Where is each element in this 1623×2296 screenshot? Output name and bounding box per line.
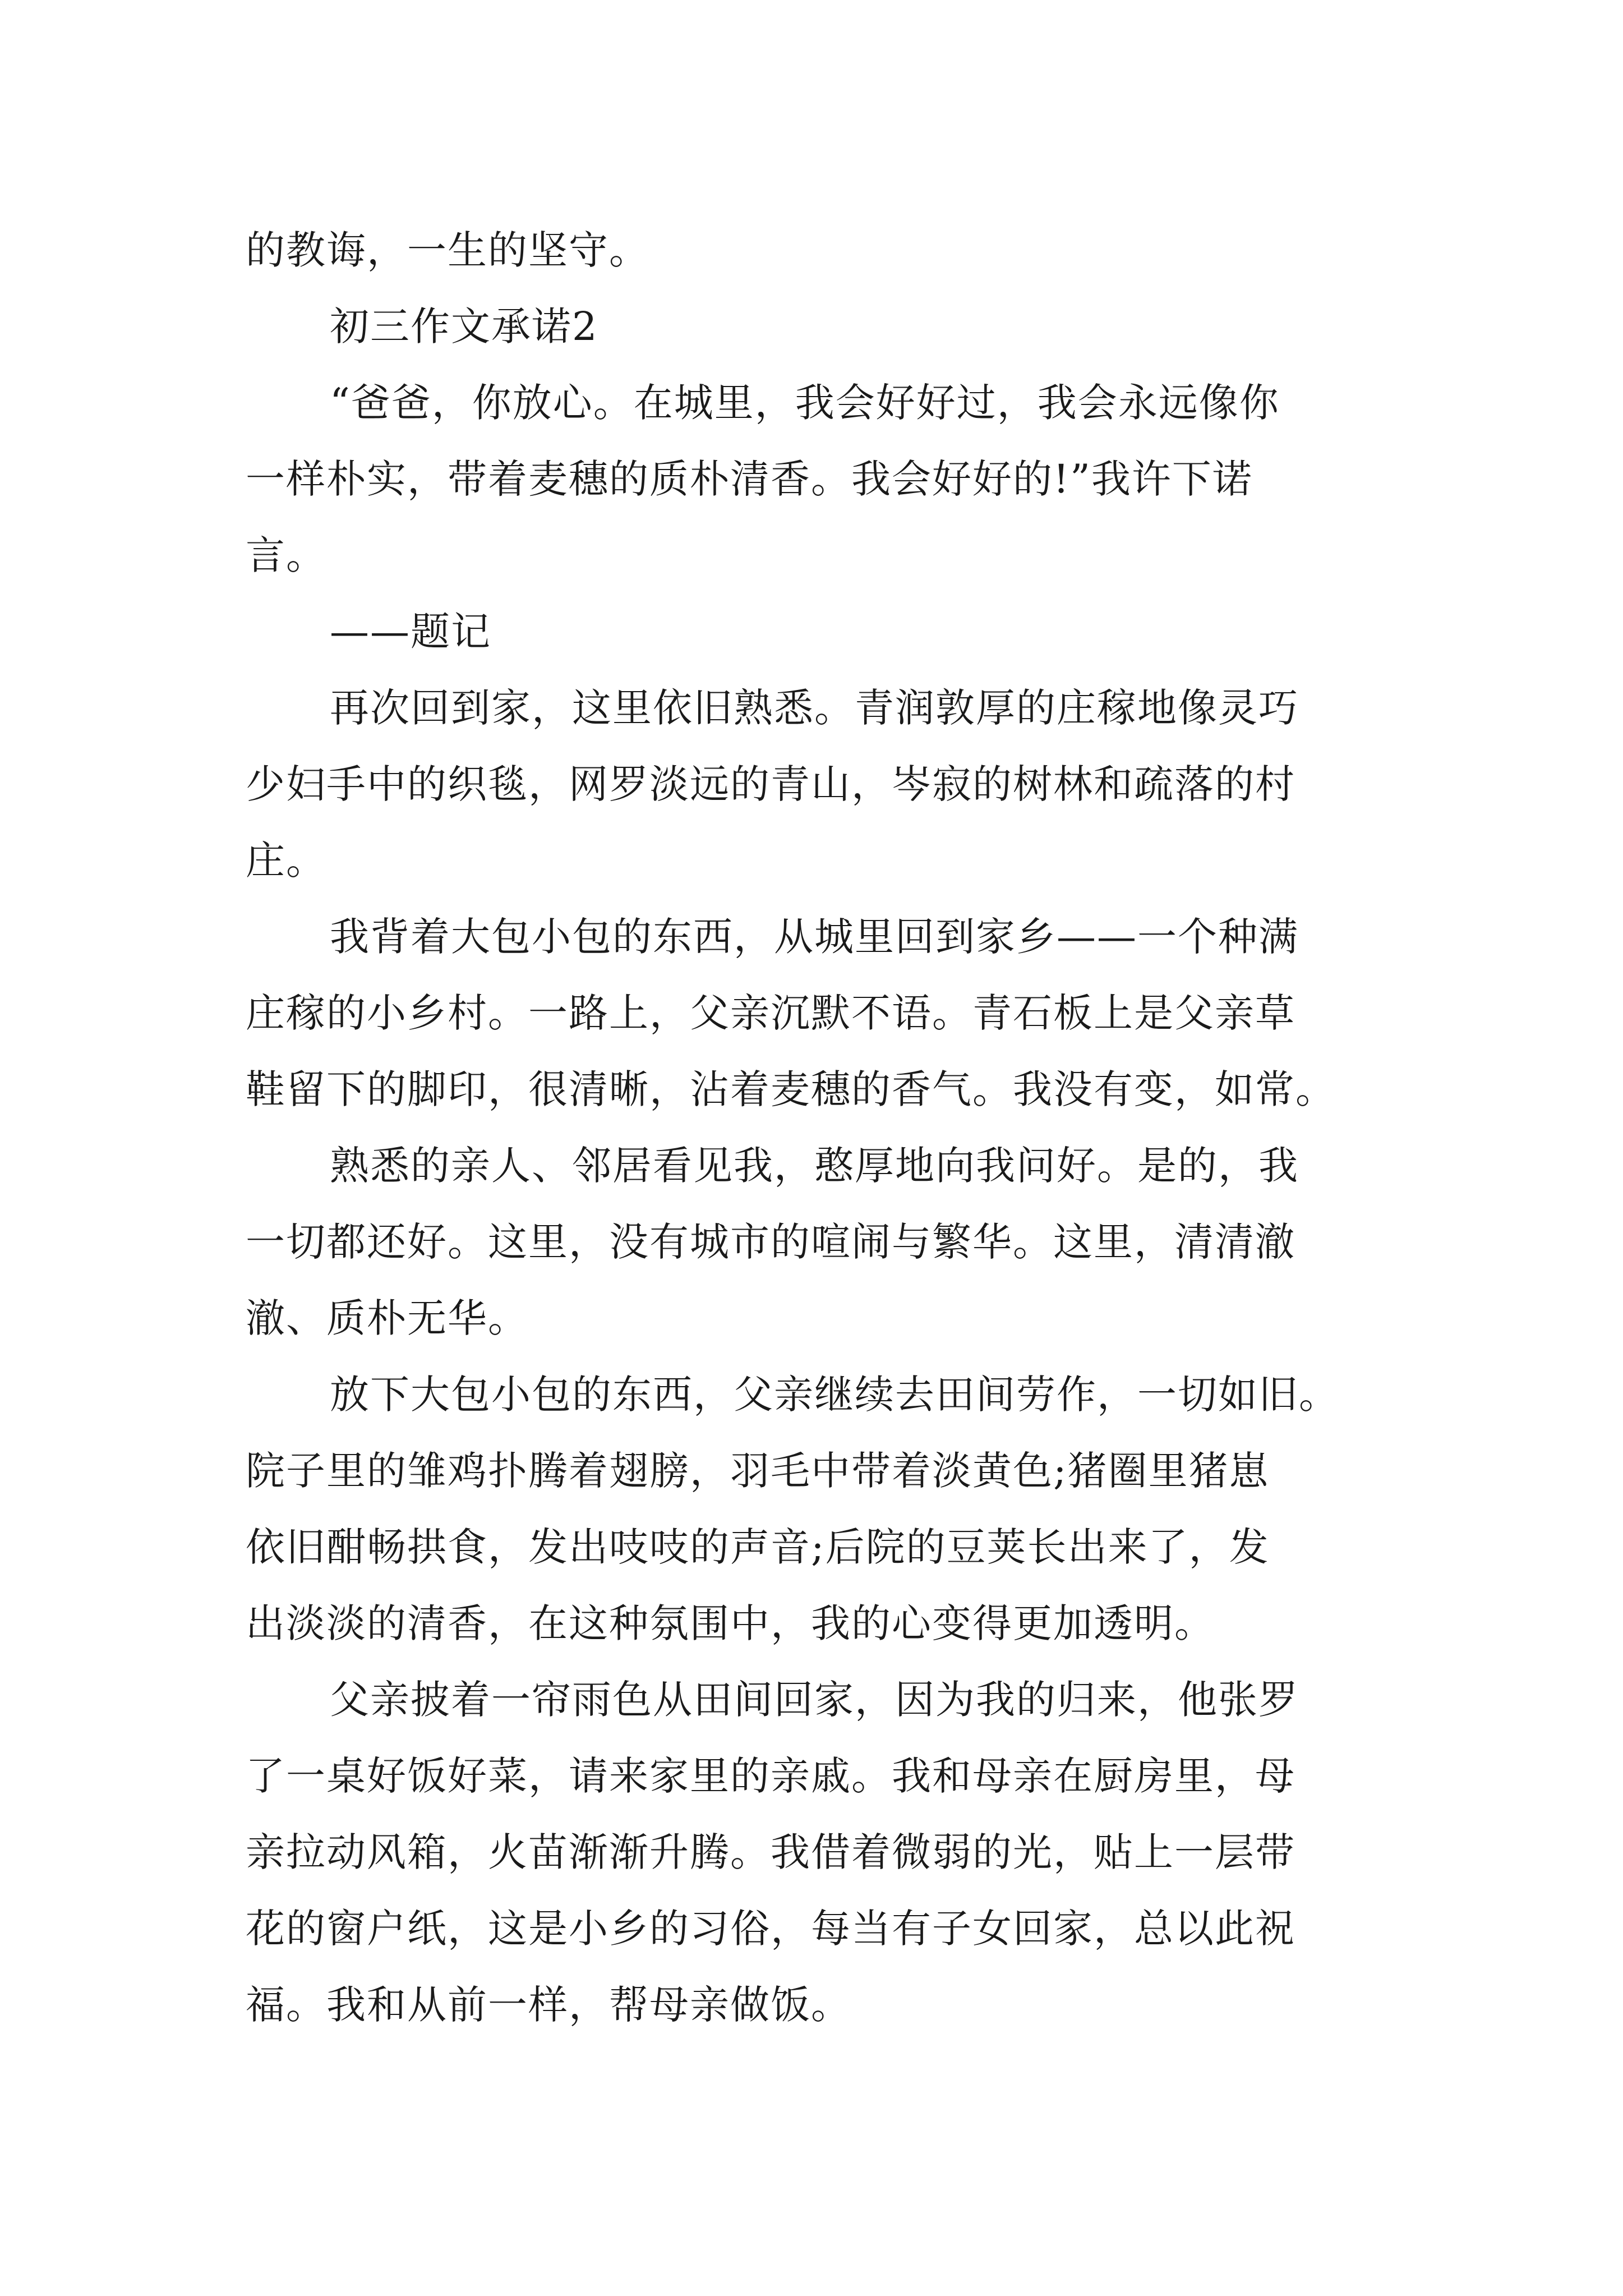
paragraph [246, 899, 1390, 1128]
text-line: 再次回到家，这里依旧熟悉。青润敦厚的庄稼地像灵巧 [330, 685, 1299, 731]
paragraph [246, 1662, 1390, 2043]
text-line: 了一桌好饭好菜，请来家里的亲戚。我和母亲在厨房里，母 [246, 1753, 1295, 1799]
text-line: 父亲披着一帘雨色从田间回家，因为我的归来，他张罗 [330, 1677, 1299, 1723]
text-line: 一样朴实，带着麦穗的质朴清香。我会好好的!”我许下诺 [246, 456, 1253, 502]
text-line: 依旧酣畅拱食，发出吱吱的声音;后院的豆荚长出来了，发 [246, 1524, 1270, 1570]
paragraph [246, 365, 1390, 593]
text-line: 一切都还好。这里，没有城市的喧闹与繁华。这里，清清澈 [246, 1219, 1295, 1265]
text-line: 亲拉动风箱，火苗渐渐升腾。我借着微弱的光，贴上一层带 [246, 1829, 1295, 1875]
text-line: 花的窗户纸，这是小乡的习俗，每当有子女回家，总以此祝 [246, 1906, 1295, 1952]
text-line: 熟悉的亲人、邻居看见我，憨厚地向我问好。是的，我 [330, 1143, 1299, 1189]
text-line: 出淡淡的清香，在这种氛围中，我的心变得更加透明。 [246, 1600, 1215, 1646]
text-line: 庄稼的小乡村。一路上，父亲沉默不语。青石板上是父亲草 [246, 990, 1295, 1036]
paragraph [246, 670, 1390, 899]
text-line: 澈、质朴无华。 [246, 1295, 528, 1341]
text-line: 初三作文承诺2 [330, 303, 598, 349]
paragraph [246, 1356, 1390, 1662]
paragraph [246, 1128, 1390, 1356]
paragraph [246, 593, 1390, 670]
document-body [246, 212, 1390, 2043]
text-line: ——题记 [330, 609, 491, 655]
text-line: 鞋留下的脚印，很清晰，沾着麦穗的香气。我没有变，如常。 [246, 1066, 1336, 1112]
paragraph [246, 212, 1390, 288]
text-line: 的教诲，一生的坚守。 [246, 227, 649, 273]
text-line: 院子里的雏鸡扑腾着翅膀，羽毛中带着淡黄色;猪圈里猪崽 [246, 1448, 1270, 1494]
text-line: 言。 [246, 532, 326, 578]
text-line: 放下大包小包的东西，父亲继续去田间劳作，一切如旧。 [330, 1372, 1339, 1418]
paragraph [246, 288, 1390, 365]
text-line: 庄。 [246, 838, 326, 884]
text-line: 福。我和从前一样，帮母亲做饭。 [246, 1982, 851, 2028]
text-line: 我背着大包小包的东西，从城里回到家乡——一个种满 [330, 914, 1299, 960]
text-line: “爸爸，你放心。在城里，我会好好过，我会永远像你 [330, 380, 1280, 426]
text-line: 少妇手中的织毯，网罗淡远的青山，岑寂的树林和疏落的村 [246, 761, 1295, 807]
